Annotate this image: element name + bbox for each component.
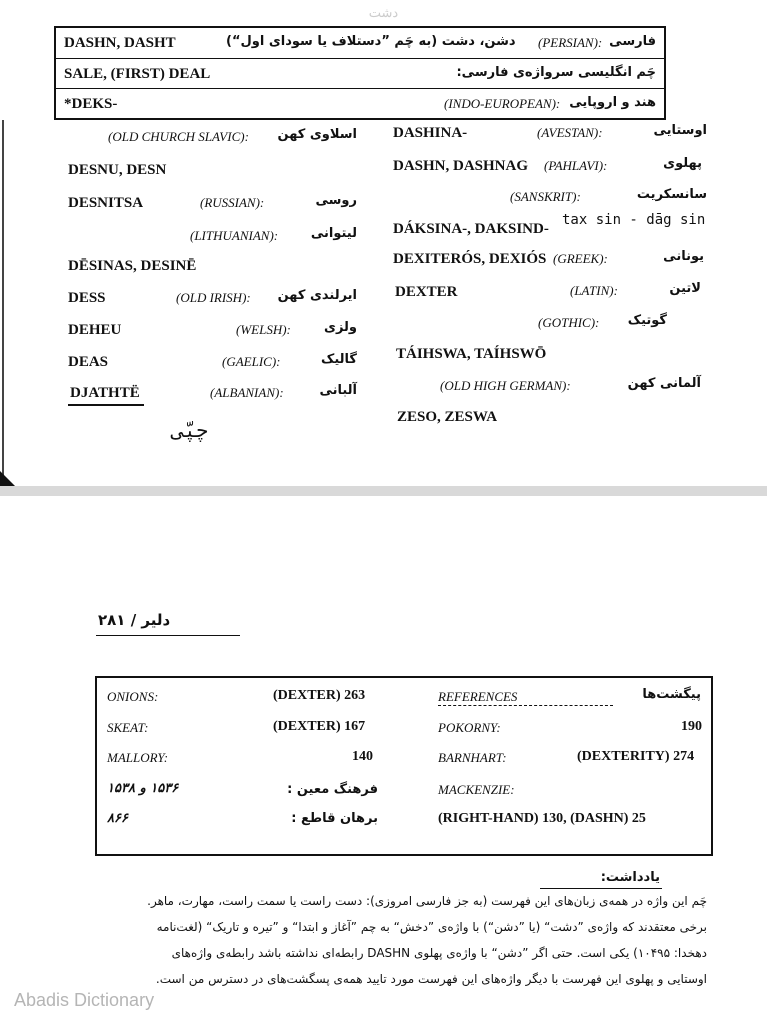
left-fa-lang: لیتوانی <box>310 226 357 241</box>
right-lang-label: (PAHLAVI): <box>544 158 608 173</box>
references-dash-rule <box>438 705 613 706</box>
left-lang-label: (WELSH): <box>236 322 291 337</box>
page-heading: دلیر / ۲۸۱ <box>98 611 171 629</box>
top-watermark: دشت <box>368 6 399 21</box>
ref-value: (DEXTER) 167 <box>273 719 366 734</box>
ref-label: MACKENZIE: <box>438 782 515 797</box>
right-lang-label: (LATIN): <box>570 283 618 298</box>
left-lang-label: (OLD IRISH): <box>176 290 251 305</box>
right-lang-label: (GREEK): <box>553 251 608 266</box>
left-word: DĒSINAS, DESINĒ <box>68 258 197 274</box>
ref-value: ۱۵۳۶ و ۱۵۳۸ <box>107 781 179 796</box>
notes-line: چَم این واژه در همه‌ی زبان‌های این فهرست (به جز فارسی امروزی): دست راست یا سمت راست، مهارت، ماهر. <box>147 894 707 908</box>
ref-value: 140 <box>352 749 373 764</box>
notes-line: دهخدا: ۱۰۴۹۵) یکی است. حتی اگر ”دشن“ با واژه‌ی پهلوی DASHN رابطه‌ای نداشته باشد رابطه‌ی واژه‌های <box>171 946 707 960</box>
left-word: DESNU, DESN <box>68 162 167 178</box>
ref-value: 190 <box>681 719 702 734</box>
references-title-fa: پیگشت‌ها <box>642 687 701 702</box>
header-row-persian <box>56 28 664 58</box>
left-fa-lang: اسلاوی کهن <box>277 127 357 142</box>
right-word: ZESO, ZESWA <box>397 409 498 425</box>
left-fa-lang: روسی <box>315 193 357 208</box>
header-root-fa-lang: هند و اروپایی <box>569 95 656 110</box>
header-table <box>54 26 666 120</box>
right-fa-lang: پهلوی <box>663 156 702 171</box>
notes-title: یادداشت: <box>600 870 660 885</box>
right-lang-label: (OLD HIGH GERMAN): <box>440 378 571 393</box>
header-row-english <box>56 58 664 89</box>
ref-value: (RIGHT-HAND) 130, (DASHN) 25 <box>438 811 646 826</box>
scan-corner-mark <box>0 471 16 487</box>
left-fa-lang: ایرلندی کهن <box>277 288 357 303</box>
right-fa-lang: اوستایی <box>653 123 707 138</box>
right-lang-label: (SANSKRIT): <box>510 189 581 204</box>
left-lang-label: (GAELIC): <box>222 354 281 369</box>
left-fa-lang: آلبانی <box>319 383 357 398</box>
ref-label: فرهنگ معین : <box>287 782 378 797</box>
ref-label: ONIONS: <box>107 689 159 704</box>
left-lang-label: (OLD CHURCH SLAVIC): <box>108 129 249 144</box>
header-fa-definition: دشن، دشت (به چَم ”دستلاف یا سودای اول“) <box>226 34 516 49</box>
notes-line: اوستایی و پهلوی این فهرست با دیگر واژه‌های این فهرست مورد تایید همه‌ی پسگشت‌های در دسترس من است. <box>155 972 707 986</box>
ref-label: SKEAT: <box>107 720 149 735</box>
ref-label: MALLORY: <box>107 750 169 765</box>
ref-label: BARNHART: <box>438 750 507 765</box>
references-title-en: REFERENCES <box>438 689 518 704</box>
left-word: DESS <box>68 290 106 306</box>
header-en-word: DASHN, DASHT <box>64 35 176 51</box>
right-fa-lang: لاتین <box>669 281 701 296</box>
ref-value: (DEXTER) 263 <box>273 688 366 703</box>
references-box <box>95 676 713 856</box>
left-fa-lang: ولزی <box>324 320 357 335</box>
notes-title-rule <box>540 888 662 889</box>
ref-label: برهان قاطع : <box>291 811 378 826</box>
left-fa-lang: گالیک <box>321 352 357 367</box>
handwritten-sanskrit-note: tax sin - dāg sin <box>562 212 706 228</box>
left-lang-label: (LITHUANIAN): <box>190 228 279 243</box>
left-lang-label: (ALBANIAN): <box>210 385 284 400</box>
page-divider <box>0 486 767 496</box>
left-word: DEHEU <box>68 322 122 338</box>
footer-watermark: Abadis Dictionary <box>14 990 155 1010</box>
left-lang-label: (RUSSIAN): <box>200 195 265 210</box>
notes-line: برخی معتقدند که واژه‌ی ”دشت“ (یا ”دشن“) با واژه‌ی ”دخش“ به چم ”آغاز و ابتدا“ و ”تیره و تاریک“ (لغت‌نامه <box>156 920 707 934</box>
right-fa-lang: گوتیک <box>627 313 667 328</box>
left-word: DJATHTË <box>70 385 140 401</box>
header-fa-lang: فارسی <box>609 34 656 49</box>
right-word: DASHINA- <box>393 125 468 141</box>
scan-edge-line <box>2 120 4 490</box>
header-root-lang: (INDO-EUROPEAN): <box>444 96 561 111</box>
header-row-indo-european <box>56 88 664 119</box>
left-word: DESNITSA <box>68 195 144 211</box>
handwritten-albanian-note: چپّی <box>172 418 209 442</box>
handwritten-underline <box>68 404 144 406</box>
right-word: DEXITERÓS, DEXIÓS <box>393 251 547 267</box>
ref-value: ۸۶۶ <box>107 811 128 826</box>
header-en-meaning: SALE, (FIRST) DEAL <box>64 66 211 82</box>
right-word: DEXTER <box>395 284 458 300</box>
right-word: DASHN, DASHNAG <box>393 158 529 174</box>
right-lang-label: (AVESTAN): <box>537 125 603 140</box>
left-word: DEAS <box>68 354 109 370</box>
right-fa-lang: یونانی <box>663 249 704 264</box>
right-word: DÁKSINA-, DAKSIND- <box>393 221 549 237</box>
right-lang-label: (GOTHIC): <box>538 315 600 330</box>
right-word: TÁIHSWA, TAÍHSWŌ <box>396 346 547 362</box>
right-fa-lang: سانسکریت <box>636 187 707 202</box>
header-fa-meaning-label: چَم انگلیسی سرواژه‌ی فارسی: <box>456 65 656 80</box>
page-heading-rule <box>96 635 240 636</box>
header-root-word: *DEKS- <box>64 96 118 112</box>
ref-label: POKORNY: <box>438 720 501 735</box>
ref-value: (DEXTERITY) 274 <box>577 749 695 764</box>
header-lang-label: (PERSIAN): <box>538 35 603 50</box>
right-fa-lang: آلمانی کهن <box>627 376 701 391</box>
